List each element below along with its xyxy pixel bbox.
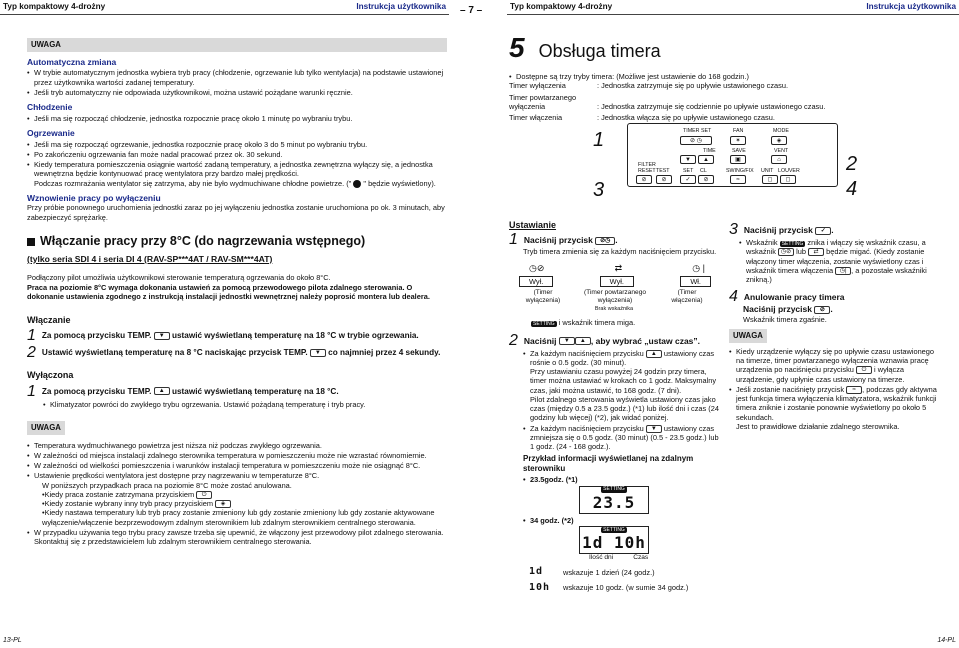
section-heading: Obsługa timera — [538, 41, 661, 61]
list-item-text: W poniższych przypadkach praca na poziomie 8°C może zostać anulowana. — [42, 480, 292, 490]
setting-step-1: 1 Naciśnij przycisk ⊘◷ . — [509, 231, 618, 249]
step-text: Anulowanie pracy timera — [743, 292, 845, 303]
time-up-button-icon: ▲ — [575, 337, 591, 345]
lcd-example-1 — [579, 486, 649, 514]
step-text: ustawić wyświetlaną temperaturę na 18 °C. — [171, 386, 339, 396]
list-item: • W zależności od miejsca instalacji zdalnego sterownika temperatura w pomieszczeniu może nie wzrastać równomiernie. — [27, 451, 447, 460]
setting-step-3: 3 Naciśnij przycisk ✓ . — [729, 221, 834, 238]
timer-mode-icons — [529, 263, 705, 274]
list-item-text: " będzie wyświetlony). — [361, 178, 436, 188]
timer-desc: : Jednostka zatrzymuje się codziennie po upływie ustawionego czasu. — [597, 101, 826, 111]
list-item — [523, 424, 719, 452]
callout-3: 3 — [593, 179, 605, 201]
restart-heading: Wznowienie pracy po wyłączeniu — [27, 192, 161, 203]
legend-row-1 — [529, 566, 719, 579]
list-item: • 34 godz. (*2) — [523, 516, 719, 525]
restart-text: Przy próbie ponownego uruchomienia jednostki zaraz po jej wyłączeniu jednostka zostanie uruchomiona po ok. 3 minutach, aby zabezpieczyć sprężarkę. — [27, 203, 445, 222]
list-item-text: Ustawienie prędkości wentylatora jest dostępne przy nagrzewaniu w temperaturze 8°C. — [34, 471, 320, 481]
time-label: Czas — [633, 553, 649, 561]
step-text: Ustawić wyświetlaną temperaturę na 8 °C naciskając przycisk TEMP. — [41, 348, 308, 358]
list-item-text: , podczas gdy aktywna jest funkcja timera wyłączenia klimatyzatora, wskaźnik funkcji timera zniknie i zostanie ponownie wyświetlony po około 5 sekundach. — [736, 384, 937, 422]
on-off-button-icon: ⏻ — [856, 366, 872, 374]
square-bullet-icon — [27, 238, 35, 246]
timer-set-label: TIMER SET — [683, 128, 712, 134]
list-item-text: Za każdym naciśnięciem przycisku — [530, 423, 644, 433]
mode-caption: (Timer włączenia) — [671, 289, 703, 305]
mode-badge: Wył. — [519, 276, 553, 287]
footer-left: 13-PL — [3, 637, 22, 645]
right-header-manual: Instrukcja użytkownika — [866, 1, 956, 11]
hour-icon: 10h — [529, 581, 551, 593]
list-item-text: Pilot zdalnego sterowania wyświetla ustawiony czas jako czas (między 0.5 a 23.5 godz.) (*1) lub ilość dni i czas (24 godziny lub więcej) (*2), jak widać poniżej. — [530, 394, 719, 423]
left-header-title: Typ kompaktowy 4-drożny — [3, 1, 106, 11]
cancel-instruction: Naciśnij przycisk ⊘ . — [743, 304, 833, 315]
timer-mode-badges — [519, 276, 711, 287]
legend-text: wskazuje 1 dzień (24 godz.) — [563, 567, 655, 577]
list-item: • Po zakończeniu ogrzewania fan może nadal pracować przez ok. 30 sekund. — [27, 150, 447, 159]
filter-label: FILTER — [638, 162, 656, 168]
swing-button-icon: ≈ — [846, 386, 862, 394]
timer-set-button-icon: ⊘◷ — [595, 237, 615, 245]
list-item-text: , a pozostałe wskaźniki znikną.) — [746, 265, 927, 284]
footer-right: 14-PL — [937, 637, 956, 645]
fan-button[interactable]: ✶ — [730, 136, 746, 145]
step-number: 4 — [729, 288, 738, 306]
right-column — [509, 30, 949, 122]
set-label: SET — [683, 168, 694, 174]
timer-set-button[interactable]: ⊘ ◷ — [680, 136, 712, 145]
timer-desc: : Jednostka włącza się po upływie ustawionego czasu. — [597, 113, 775, 122]
timer-name: Timer powtarzanego wyłączenia — [509, 92, 577, 111]
confirm-column — [729, 220, 939, 431]
list-item — [27, 471, 447, 527]
left-header-rule — [0, 14, 449, 15]
setting-step-4 — [729, 290, 939, 304]
list-item: • Dostępne są trzy tryby timera: (Możliwe jest ustawienie do 168 godzin.) — [509, 72, 949, 81]
temp-up-button-icon: ▲ — [154, 387, 170, 395]
swing-button[interactable]: ≈ — [730, 175, 746, 184]
remote-control-panel — [627, 123, 838, 187]
time-up-button-icon: ▲ — [646, 350, 662, 358]
cl-label: CL — [700, 168, 707, 174]
list-item-text: (Kiedy zostanie włączony timer włączenia, zostanie wyświetlony czas i wskaźnik timera włączenia — [746, 247, 925, 275]
lcd-days-value: 1d — [582, 532, 604, 552]
example-heading: Przykład informacji wyświetlanej na zdalnym sterowniku — [523, 454, 694, 474]
note-label: UWAGA — [27, 38, 447, 52]
list-item-text: i wyłącza urządzenie, gdy upłynie czas ustawiony na timerze. — [736, 365, 905, 384]
on-off-button-icon: ⏻ — [196, 491, 212, 499]
repeat-icon: ⇄ — [808, 248, 824, 256]
set-button-icon: ✓ — [815, 227, 831, 235]
mode-badge: Wył. — [600, 276, 634, 287]
cooling-heading: Chłodzenie — [27, 102, 73, 113]
filter-reset-button[interactable]: ⊘ — [636, 175, 652, 184]
fan-label: FAN — [733, 128, 744, 134]
mode-caption: (Timer wyłączenia) — [525, 289, 561, 305]
lcd-labels — [589, 554, 719, 562]
time-down-button-icon: ▼ — [646, 425, 662, 433]
list-item: • Klimatyzator powróci do zwykłego trybu ogrzewania. Ustawić pożądaną temperaturę i tryb pracy. — [43, 400, 447, 409]
time-label: TIME — [703, 148, 716, 154]
setting-column — [509, 220, 719, 594]
clock-off-icon: ◷⊘ — [529, 262, 545, 273]
lcd-hours-value: 10h — [614, 532, 646, 552]
list-item: • 23.5godz. (*1) — [523, 475, 719, 484]
list-item — [729, 347, 939, 384]
list-item-text: •Kiedy nastawa temperatury lub tryb pracy zostanie zmieniony lub gdy zostanie zmieniony lub gdy zostanie aktywowane wyłączenie/włączenie bezprzewodowym zdalnym sterownikiem lub zdalnym sterownikiem centralnego sterowania. — [42, 508, 435, 527]
time-up-button[interactable]: ▲ — [698, 155, 714, 164]
list-item: • Jeśli tryb automatyczny nie odpowiada użytkownikowi, można ustawić pożądane warunki ręcznie. — [27, 88, 447, 97]
step-number: 2 — [27, 344, 36, 362]
heating-heading: Ogrzewanie — [27, 127, 75, 138]
time-down-button[interactable]: ▼ — [680, 155, 696, 164]
unit-label: UNIT — [761, 168, 774, 174]
list-item: • W zależności od wielkości pomieszczenia i warunków instalacji temperatura w pomieszczeniu może nie osiągnąć 8°C. — [27, 461, 447, 470]
mode-badge: Wł. — [680, 276, 711, 287]
legend-row-2 — [529, 582, 719, 595]
save-label: SAVE — [732, 148, 746, 154]
preheat-heading-text: Włączanie pracy przy 8°C (do nagrzewania wstępnego) — [40, 233, 366, 248]
step-text: Za pomocą przycisku TEMP. — [41, 386, 152, 396]
clock-off-icon: ◷⊘ — [778, 248, 794, 256]
step-number: 3 — [729, 221, 738, 238]
left-header — [0, 0, 449, 14]
step-text: Naciśnij przycisk — [743, 304, 812, 315]
list-item-text: •Kiedy praca zostanie zatrzymana przyciskiem — [42, 489, 195, 499]
list-item: • Jeśli ma się rozpocząć ogrzewanie, jednostka rozpocznie pracę około 3 do 5 minut po wybraniu trybu. — [27, 140, 447, 149]
mode-caption: (Timer powtarzanego wyłączenia) — [583, 289, 647, 305]
step-number: 2 — [509, 331, 518, 349]
preheat-text1: Podłączony pilot umożliwia użytkownikowi sterowanie temperaturą ogrzewania do około 8°C. — [27, 273, 331, 283]
timer-row — [509, 113, 949, 122]
step-text: Za pomocą przycisku TEMP. — [41, 331, 152, 341]
louver-button[interactable]: ◻ — [780, 175, 796, 184]
setting-flash-text: i wskaźnik timera miga. — [558, 318, 636, 328]
setting-flash-row — [531, 318, 719, 327]
lcd-time-value: 23.5 — [592, 492, 636, 512]
time-down-button-icon: ▼ — [559, 337, 575, 345]
list-item-text: Kiedy temperatura pomieszczenia osiągnie wartość zadaną temperatury, a jednostka zewnętrzna wyłączy się, a jednostka wewnętrzna będzie kontynuować pracę wentylatora przy bardzo małej prędkości. — [34, 160, 433, 179]
list-item-text: Kiedy urządzenie wyłączy się po upływie czasu ustawionego na timerze, timer powtarzanego wyłączenia wznawia pracę urządzenia po naciśnięciu przycisku — [736, 346, 935, 375]
timer-mode-captions — [519, 289, 711, 305]
enable-heading: Włączanie — [27, 315, 71, 326]
mode-button[interactable]: ◈ — [771, 136, 787, 145]
right-header-title: Typ kompaktowy 4-drożny — [510, 1, 613, 11]
lcd-example-2 — [579, 526, 649, 554]
note-label: UWAGA — [27, 421, 65, 435]
note-list — [27, 441, 447, 547]
step-text: co najmniej przez 4 sekundy. — [328, 348, 441, 358]
temp-down-button-icon: ▼ — [154, 332, 170, 340]
list-item-text: Podczas rozmrażania wentylator się zatrzyma, aby nie było wydmuchiwane chłodne powietrze. (" — [34, 178, 354, 188]
mode-button-icon: ◈ — [215, 500, 231, 508]
list-item-text: Wskaźnik — [746, 238, 778, 247]
right-header — [507, 0, 959, 14]
step-text: ustawić wyświetlaną temperaturę na 18 °C w trybie ogrzewania. — [171, 331, 419, 341]
set-button[interactable]: ✓ — [680, 175, 696, 184]
list-item-text: będzie migać. — [826, 247, 872, 257]
list-item-text: Przy ustawianiu czasu powyżej 24 godzin przy timera, timer można ustawiać w krokach co 1 godz. Maksymalny czas, jaki można ustawić, to 168 godz. (7 dni). — [530, 367, 717, 395]
list-item-text: ustawiony czas rośnie o 0.5 godz. (30 minut). — [530, 348, 715, 367]
auto-heading: Automatyczna zmiana — [27, 56, 117, 67]
louver-label: LOUVER — [778, 168, 800, 174]
preheat-text2: Praca na poziomie 8°C wymaga dokonania ustawień za pomocą przewodowego pilota zdalnego sterowania. O dokonanie ustawienia zgodnego z instrukcją instalacji jednostki wewnętrznej należy poprosić montera lub dealera. — [27, 282, 430, 301]
vent-label: VENT — [774, 148, 789, 154]
left-column — [27, 38, 447, 546]
step-2-list — [523, 349, 719, 452]
legend-text: wskazuje 10 godz. (w sumie 34 godz.) — [563, 583, 689, 593]
step-3-list — [739, 238, 939, 284]
list-item-text: lub — [796, 247, 806, 257]
step-2 — [27, 346, 447, 360]
step-number: 1 — [27, 327, 36, 345]
setting-badge: SETTING — [603, 526, 625, 533]
step-number: 1 — [509, 231, 518, 249]
callout-4: 4 — [846, 178, 858, 200]
list-item-text: Za każdym naciśnięciem przycisku — [530, 348, 644, 358]
note-list — [729, 347, 939, 431]
temp-down-button-icon: ▼ — [310, 349, 326, 357]
setting-badge: SETTING — [781, 241, 804, 247]
save-button[interactable]: ▣ — [730, 155, 746, 164]
mode-label: MODE — [773, 128, 789, 134]
list-item — [523, 349, 719, 423]
section-title — [509, 30, 949, 65]
swing-label: SWING/FIX — [726, 168, 754, 174]
list-item: • Jeśli ma się rozpocząć chłodzenie, jednostka rozpocznie pracę około 1 minutę po wybraniu trybu. — [27, 114, 447, 123]
reset-label: RESET — [638, 168, 656, 174]
cancel-text: Wskaźnik timera zgaśnie. — [743, 314, 827, 324]
callout-1: 1 — [593, 129, 605, 151]
note-label: UWAGA — [729, 329, 767, 343]
list-item-text: Jest to prawidłowe działanie zdalnego sterownika. — [736, 421, 900, 431]
step-text: Naciśnij przycisk — [523, 235, 593, 246]
section-number: 5 — [509, 32, 525, 63]
preheat-heading — [27, 234, 447, 250]
callout-2: 2 — [846, 153, 858, 175]
setting-badge: SETTING — [533, 321, 555, 328]
list-item: • Temperatura wydmuchiwanego powietrza jest niższa niż podczas zwykłego ogrzewania. — [27, 441, 447, 450]
list-item-text: ustawiony czas zmniejsza się o 0.5 godz. (30 minut) (0.5 - 23.5 godz.) lub 1 godz. (24 - 168 godz.). — [530, 423, 719, 452]
clock-on-icon: ◷| — [835, 267, 851, 275]
list-item: • W przypadku używania tego trybu pracy zawsze trzeba się upewnić, że włączony jest przewodowy pilot zdalnego sterowania. Skontaktuj się z przedstawicielem lub zdalnym sterownikiem centralnego sterowania. — [27, 528, 447, 547]
day-icon: 1d — [529, 566, 544, 578]
page-number: – 7 – — [460, 5, 483, 16]
setting-step-2 — [509, 331, 719, 349]
list-item — [729, 385, 939, 431]
list-item-text: znika i włączy się wskaźnik czasu, a wskaźnik — [746, 238, 926, 257]
repeat-icon: ⇄ — [614, 262, 623, 273]
timer-name: Timer włączenia — [509, 113, 563, 122]
heating-list — [27, 140, 447, 188]
step-number: 1 — [27, 382, 36, 400]
cl-button-icon: ⊘ — [814, 306, 830, 314]
list-item-text: •Kiedy zostanie wybrany inny tryb pracy przyciskiem — [42, 499, 213, 509]
disable-heading: Wyłączona — [27, 370, 74, 381]
left-header-manual: Instrukcja użytkownika — [356, 1, 446, 11]
list-item — [27, 160, 447, 188]
setting-heading: Ustawianie — [509, 220, 557, 230]
timer-row — [509, 81, 949, 90]
no-indicator-label: Brak wskaźnika — [594, 306, 634, 313]
list-item-text: Jeśli zostanie naciśnięty przycisk — [736, 384, 845, 394]
step-text: Naciśnij przycisk — [743, 225, 813, 235]
timer-row — [509, 93, 949, 112]
preheat-subheading: (tylko seria SDI 4 i seria DI 4 (RAV-SP***4AT / RAV-SM***4AT) — [27, 253, 273, 264]
test-label: TEST — [656, 168, 670, 174]
list-item — [739, 238, 939, 284]
step-1 — [27, 329, 447, 343]
step-text: , aby wybrać „ustaw czas”. — [590, 335, 701, 346]
timer-desc: : Jednostka zatrzymuje się po upływie ustawionego czasu. — [597, 81, 789, 91]
setting-step-1-text: Tryb timera zmienia się za każdym naciśnięciem przycisku. — [523, 247, 717, 257]
unit-button[interactable]: ◻ — [762, 175, 778, 184]
auto-list — [27, 68, 447, 97]
step-text: Naciśnij — [523, 335, 557, 346]
timer-name: Timer wyłączenia — [509, 81, 566, 91]
days-label: Ilość dni — [589, 553, 614, 561]
setting-badge: SETTING — [603, 486, 625, 493]
cl-button[interactable]: ⊘ — [698, 175, 714, 184]
step-1b — [27, 382, 447, 400]
right-header-rule — [507, 14, 959, 15]
list-item: • W trybie automatycznym jednostka wybiera tryb pracy (chłodzenie, ogrzewanie lub tylko wentylacja) na podstawie ustawionej przez użytkownika wartości zadanej temperatury. — [27, 68, 447, 87]
vent-button[interactable]: ⌂ — [771, 155, 787, 164]
clock-on-icon: ◷ | — [692, 262, 705, 273]
test-button[interactable]: ⊘ — [656, 175, 672, 184]
